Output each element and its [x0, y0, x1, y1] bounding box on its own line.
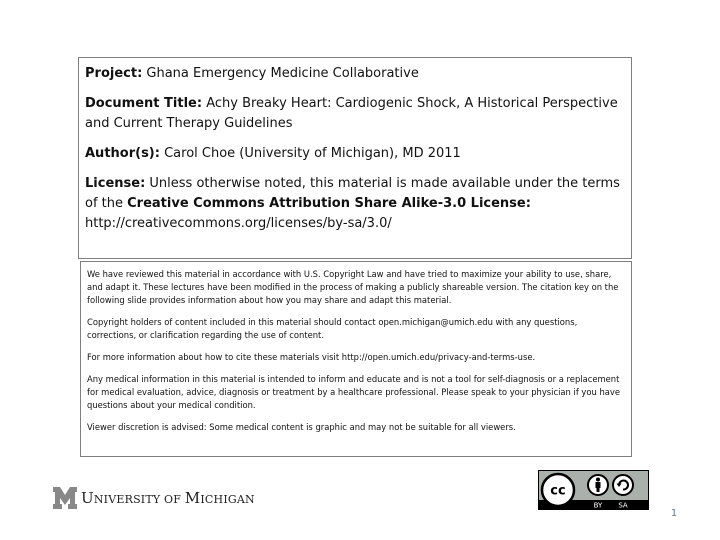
notice-paragraph-review: We have reviewed this material in accordance with U.S. Copyright Law and have tried to maximize your ability to use, share, and adapt it. These lectures have been modified in the process of making a publicly shareable version. The citation key on the following slide provides information about how you may share and adapt this material.: [87, 269, 619, 305]
license-line: [85, 174, 625, 234]
discretion-label: Viewer discretion is advised:: [87, 422, 207, 432]
sa-label: SA: [618, 501, 628, 509]
license-name: Creative Commons Attribution Share Alike-3.0 License:: [127, 196, 531, 211]
discretion-text: Some medical content is graphic and may not be suitable for all viewers.: [209, 422, 516, 432]
notice-paragraph-discretion: [87, 421, 626, 434]
cc-by-sa-badge: [538, 470, 649, 510]
license-label: License:: [85, 176, 146, 191]
attribution-icon: [588, 475, 608, 495]
document-title-label: Document Title:: [85, 96, 203, 111]
by-label: BY: [593, 501, 603, 509]
document-title-value: Achy Breaky Heart: Cardiogenic Shock, A Historical Perspective and Current Therapy Guidelines: [85, 96, 618, 131]
license-text: Unless otherwise noted, this material is made available under the terms of the: [85, 176, 620, 211]
project-label: Project:: [85, 66, 143, 81]
block-m-icon: [52, 485, 78, 511]
author-value: Carol Choe (University of Michigan), MD 2011: [164, 146, 461, 161]
author-label: Author(s):: [85, 146, 160, 161]
university-wordmark: UNIVERSITY OF MICHIGAN: [81, 489, 255, 507]
page-number: 1: [670, 508, 678, 519]
notice-paragraph-cite: For more information about how to cite these materials visit http://open.umich.edu/privacy-and-terms-use.: [87, 352, 536, 362]
copyright-notice-box: [80, 261, 632, 457]
project-line: [85, 64, 625, 84]
cc-label: cc: [550, 483, 566, 499]
notice-paragraph-contact: Copyright holders of content included in this material should contact open.michigan@umich.edu with any questions, corrections, or clarification regarding the use of content.: [87, 317, 578, 340]
author-line: [85, 144, 625, 164]
cc-badge-graphic: [539, 471, 648, 509]
document-title-line: [85, 94, 625, 134]
share-alike-icon: [613, 475, 633, 495]
project-info-box: [78, 57, 632, 259]
project-value: Ghana Emergency Medicine Collaborative: [146, 66, 419, 81]
notice-paragraph-medical: Any medical information in this material is intended to inform and educate and is not a tool for self-diagnosis or a replacement for medical evaluation, advice, diagnosis or treatment by a healthcare professional. Please speak to your physician if you have questions about your medical condition.: [87, 374, 621, 410]
license-url[interactable]: http://creativecommons.org/licenses/by-sa/3.0/: [85, 216, 392, 231]
university-of-michigan-logo: [52, 485, 255, 511]
